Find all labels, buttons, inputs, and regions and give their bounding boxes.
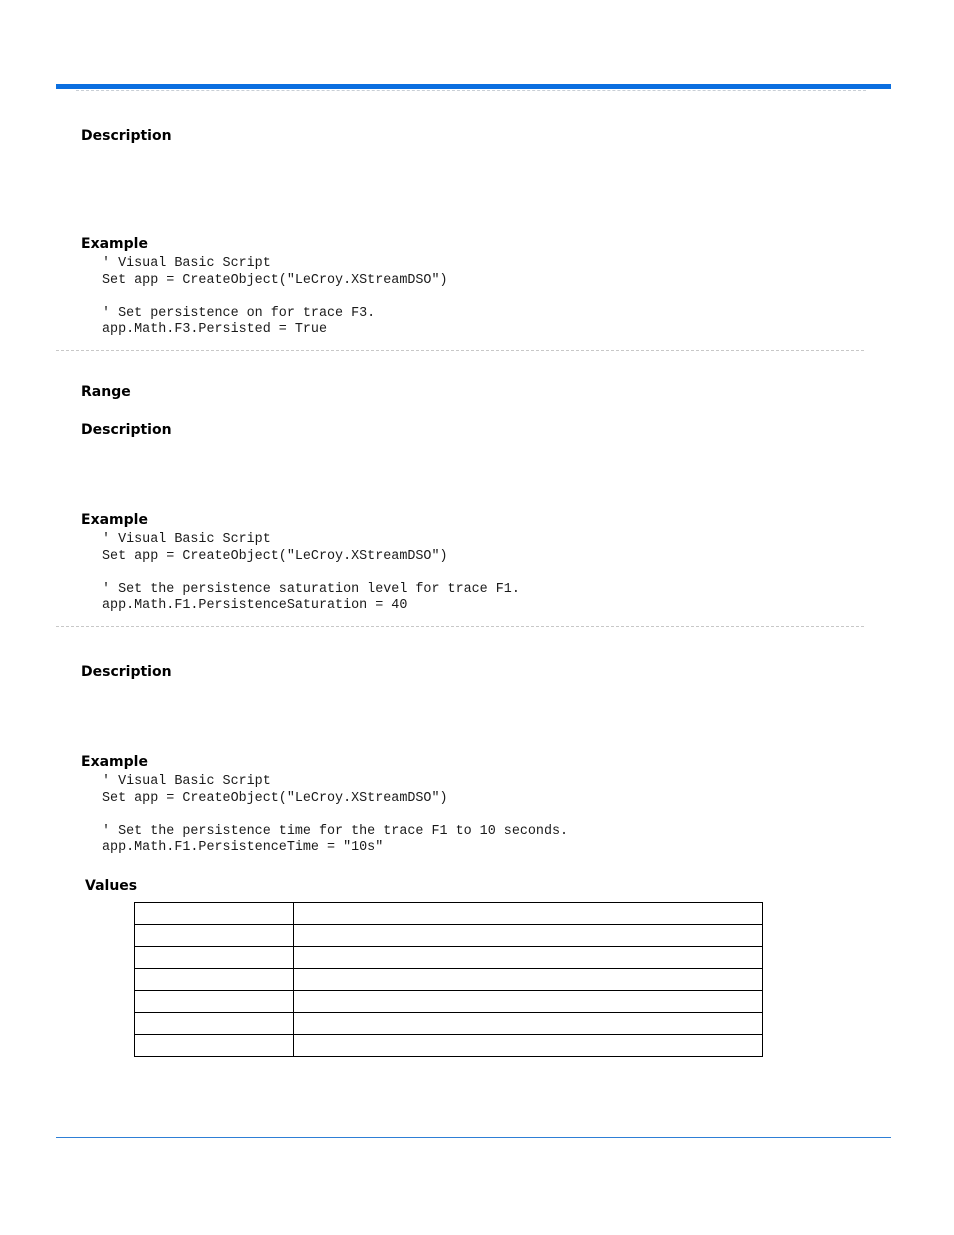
table-cell: [294, 991, 763, 1013]
table-cell: [294, 1035, 763, 1057]
section2-description-heading: Description: [81, 422, 172, 438]
table-row: [135, 925, 763, 947]
table-row: [135, 903, 763, 925]
section2-range-heading: Range: [81, 384, 131, 400]
table-cell: [135, 969, 294, 991]
table-row: [135, 991, 763, 1013]
table-cell: [294, 925, 763, 947]
table-row: [135, 947, 763, 969]
table-cell: [135, 1035, 294, 1057]
table-row: [135, 969, 763, 991]
values-table: [134, 902, 763, 1057]
header-dashed-rule: [76, 90, 866, 91]
section3-description-heading: Description: [81, 664, 172, 680]
table-cell: [135, 1013, 294, 1035]
header-rule: [56, 84, 891, 89]
section2-code-block: ' Visual Basic Script Set app = CreateObject("LeCroy.XStreamDSO") ' Set the persistence saturation level for trace F1. app.Math.F1.PersistenceSaturation = 40: [102, 532, 520, 613]
table-cell: [294, 969, 763, 991]
section-separator: [56, 626, 864, 627]
table-cell: [135, 903, 294, 925]
section3-example-heading: Example: [81, 754, 148, 770]
table-cell: [294, 903, 763, 925]
section1-example-heading: Example: [81, 236, 148, 252]
table-cell: [294, 947, 763, 969]
section1-description-heading: Description: [81, 128, 172, 144]
section3-code-block: ' Visual Basic Script Set app = CreateObject("LeCroy.XStreamDSO") ' Set the persistence time for the trace F1 to 10 seconds. app.Math.F1.PersistenceTime = "10s": [102, 774, 569, 855]
table-row: [135, 1013, 763, 1035]
table-cell: [135, 925, 294, 947]
section3-values-heading: Values: [85, 878, 138, 894]
table-cell: [294, 1013, 763, 1035]
section2-example-heading: Example: [81, 512, 148, 528]
table-cell: [135, 991, 294, 1013]
section1-code-block: ' Visual Basic Script Set app = CreateObject("LeCroy.XStreamDSO") ' Set persistence on for trace F3. app.Math.F3.Persisted = True: [102, 256, 448, 337]
footer-rule: [56, 1137, 891, 1138]
table-row: [135, 1035, 763, 1057]
table-cell: [135, 947, 294, 969]
section-separator: [56, 350, 864, 351]
